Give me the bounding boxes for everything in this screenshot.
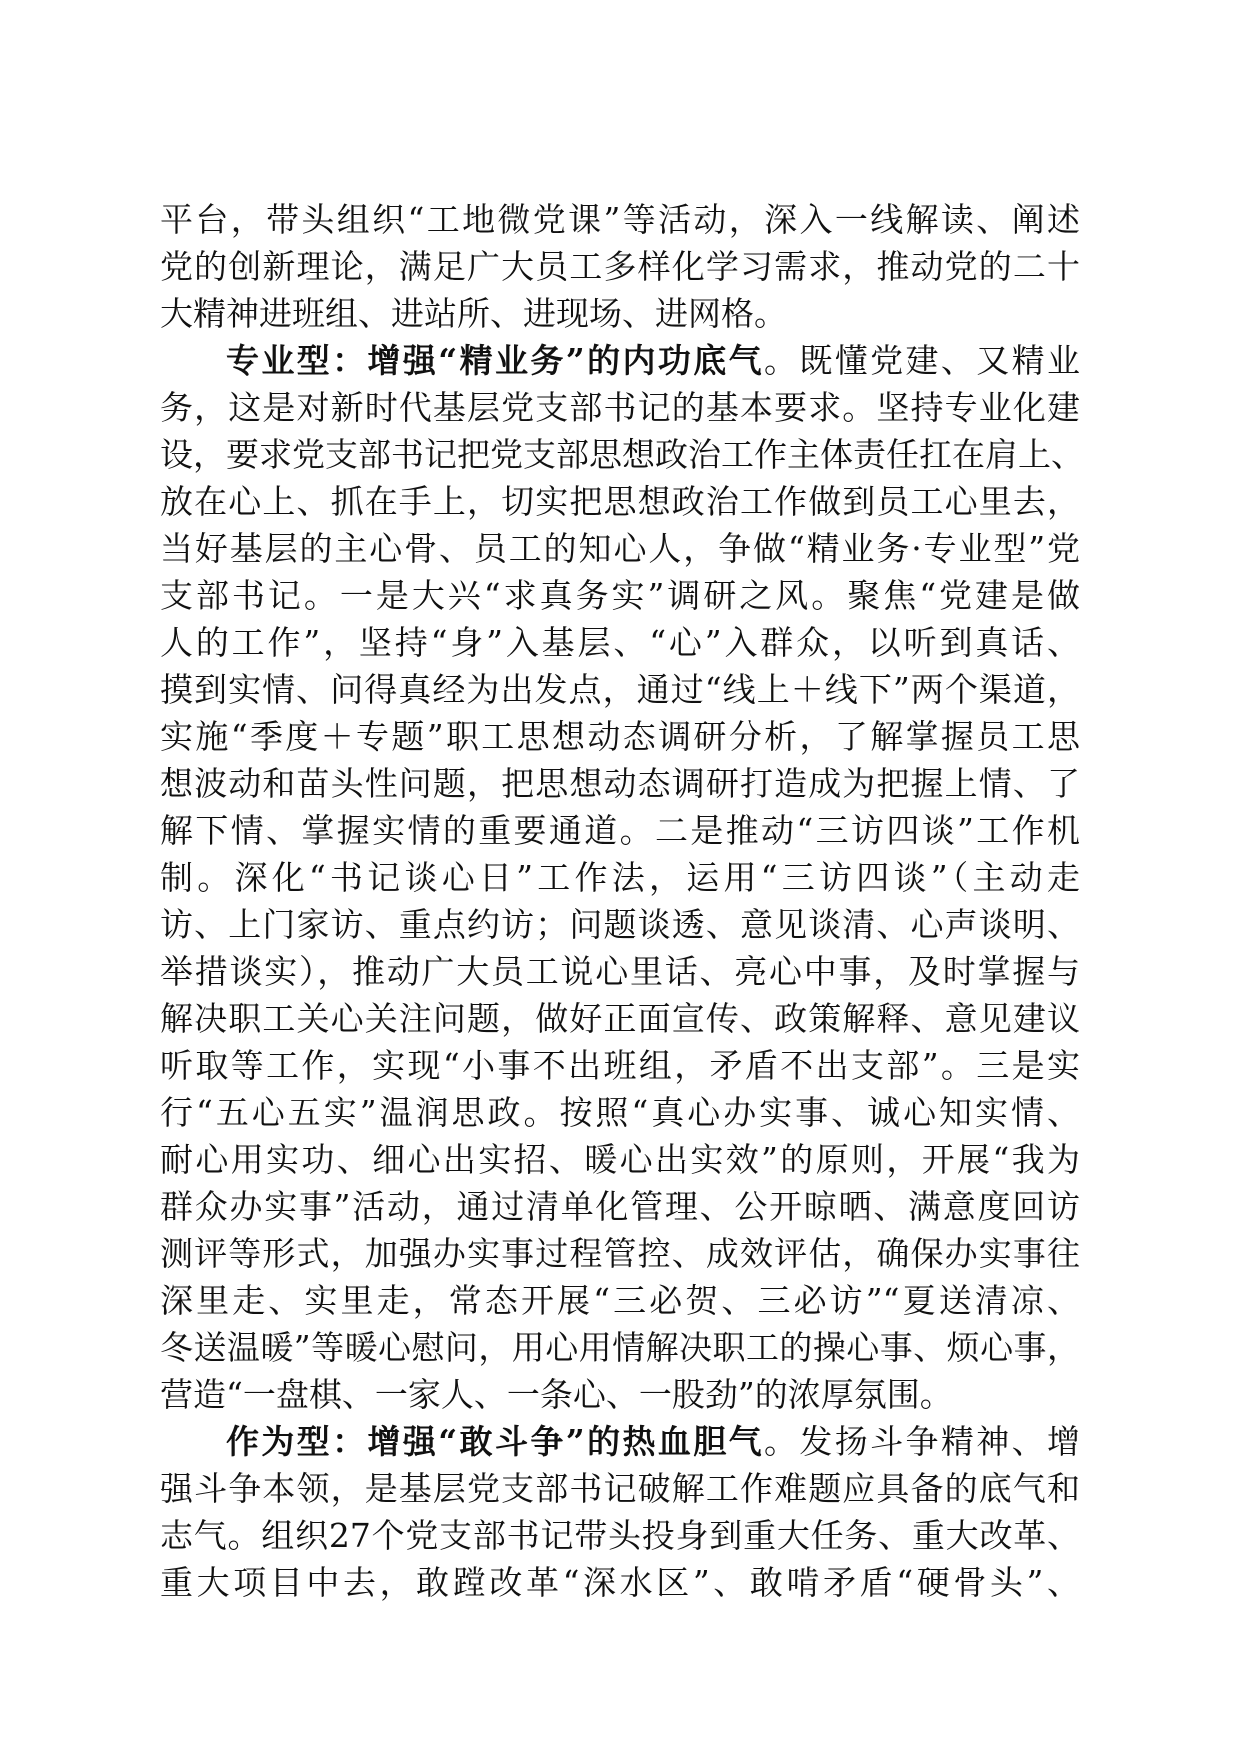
text-line: 支部书记。一是大兴“求真务实”调研之风。聚焦“党建是做 [160, 576, 1080, 615]
text-line: 测评等形式，加强办实事过程管控、成效评估，确保办实事往 [160, 1234, 1080, 1273]
text-line: 志气。组织27个党支部书记带头投身到重大任务、重大改革、 [160, 1516, 1080, 1555]
text-line: 耐心用实功、细心出实招、暖心出实效”的原则，开展“我为 [160, 1140, 1080, 1179]
text-line: 制。深化“书记谈心日”工作法，运用“三访四谈”（主动走 [160, 858, 1080, 897]
text-line: 重大项目中去，敢蹚改革“深水区”、敢啃矛盾“硬骨头”、 [160, 1563, 1080, 1602]
text-line: 摸到实情、问得真经为出发点，通过“线上＋线下”两个渠道， [160, 670, 1080, 709]
paragraph-professional [160, 337, 1084, 1418]
text-line: 访、上门家访、重点约访；问题谈透、意见谈清、心声谈明、 [160, 905, 1080, 944]
text-line: 听取等工作，实现“小事不出班组，矛盾不出支部”。三是实 [160, 1046, 1080, 1085]
text-line: 平台，带头组织“工地微党课”等活动，深入一线解读、阐述 [160, 200, 1080, 239]
text-line: 营造“一盘棋、一家人、一条心、一股劲”的浓厚氛围。 [160, 1375, 953, 1414]
text-line: 当好基层的主心骨、员工的知心人，争做“精业务·专业型”党 [160, 529, 1080, 568]
text-line: 党的创新理论，满足广大员工多样化学习需求，推动党的二十 [160, 247, 1080, 286]
text-line: 行“五心五实”温润思政。按照“真心办实事、诚心知实情、 [160, 1093, 1080, 1132]
text-line: 解决职工关心关注问题，做好正面宣传、政策解释、意见建议 [160, 999, 1080, 1038]
text-line: 设，要求党支部书记把党支部思想政治工作主体责任扛在肩上、 [160, 435, 1084, 474]
paragraph-first-line [160, 337, 1080, 384]
text-line: 大精神进班组、进站所、进现场、进网格。 [160, 294, 787, 333]
text-line: 冬送温暖”等暖心慰问，用心用情解决职工的操心事、烦心事， [160, 1328, 1080, 1367]
text-span: 。既懂党建、又精业 [763, 341, 1080, 380]
section-heading: 专业型：增强“精业务”的内功底气 [226, 341, 764, 380]
text-line: 务，这是对新时代基层党支部书记的基本要求。坚持专业化建 [160, 388, 1080, 427]
text-line: 实施“季度＋专题”职工思想动态调研分析，了解掌握员工思 [160, 717, 1080, 756]
section-heading: 作为型：增强“敢斗争”的热血胆气 [226, 1422, 764, 1461]
paragraph-action [160, 1418, 1080, 1606]
text-line: 解下情、掌握实情的重要通道。二是推动“三访四谈”工作机 [160, 811, 1080, 850]
text-line: 群众办实事”活动，通过清单化管理、公开晾晒、满意度回访 [160, 1187, 1080, 1226]
document-page [160, 196, 1084, 1606]
text-line: 人的工作”，坚持“身”入基层、“心”入群众，以听到真话、 [160, 623, 1080, 662]
text-line: 放在心上、抓在手上，切实把思想政治工作做到员工心里去， [160, 482, 1080, 521]
text-line: 举措谈实），推动广大员工说心里话、亮心中事，及时掌握与 [160, 952, 1080, 991]
text-line: 强斗争本领，是基层党支部书记破解工作难题应具备的底气和 [160, 1469, 1080, 1508]
paragraph-first-line [160, 1418, 1080, 1465]
text-line: 想波动和苗头性问题，把思想动态调研打造成为把握上情、了 [160, 764, 1080, 803]
paragraph-continuation [160, 196, 1080, 337]
text-span: 。发扬斗争精神、增 [763, 1422, 1080, 1461]
text-line: 深里走、实里走，常态开展“三必贺、三必访”“夏送清凉、 [160, 1281, 1080, 1320]
